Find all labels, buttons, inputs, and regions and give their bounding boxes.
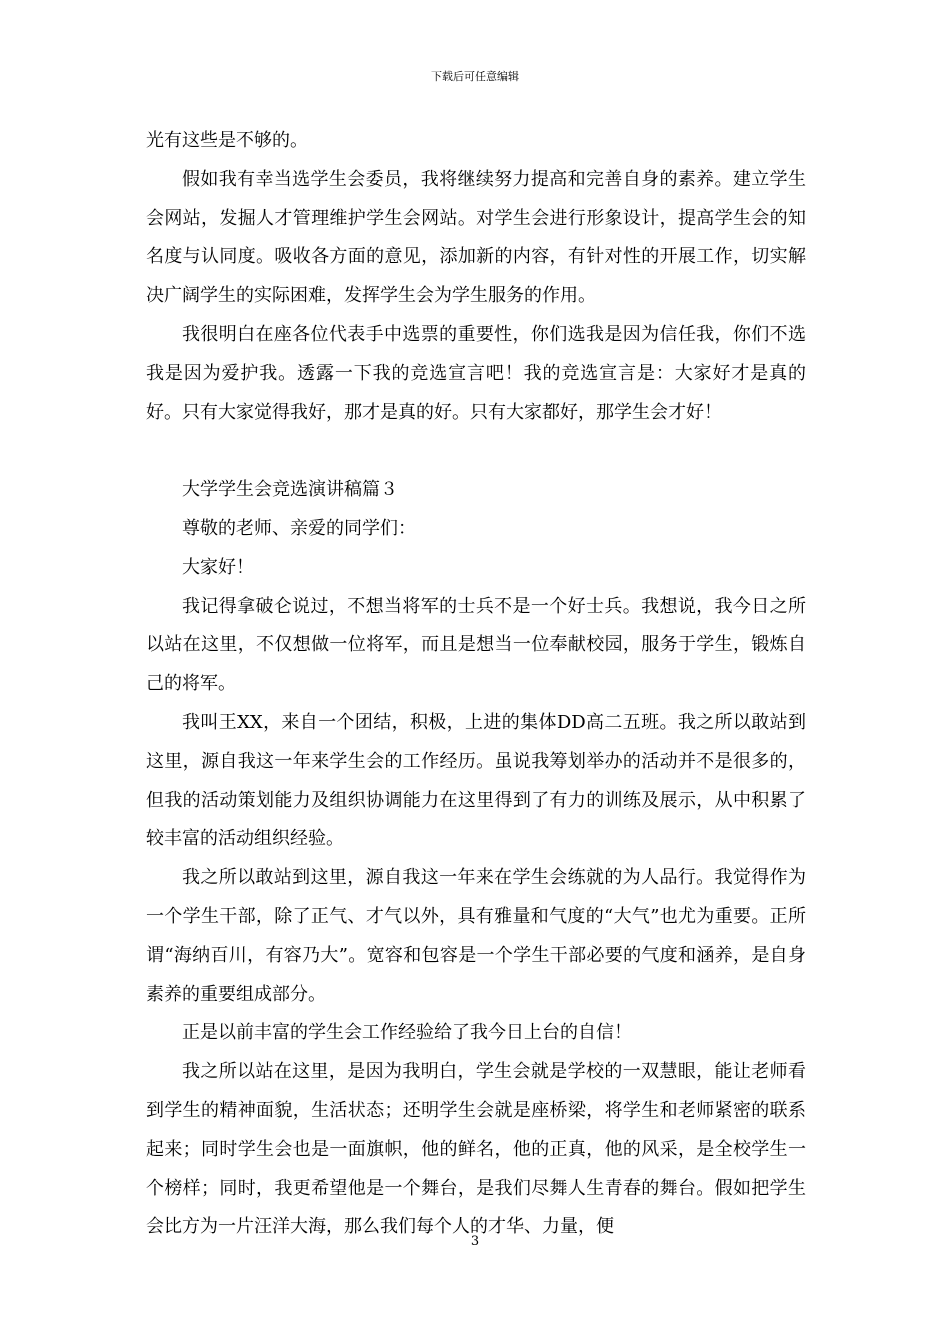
greeting: 大家好！ xyxy=(182,556,254,578)
paragraph: 我很明白在座各位代表手中选票的重要性，你们选我是因为信任我，你们不选我是因为爱护我。透露一下我的竞选宣言吧！我的竞选宣言是：大家好才是真的好。只有大家觉得我好，那才是真的好。只有大家都好，那学生会才好！ xyxy=(146,323,806,423)
paragraph: 我叫王XX，来自一个团结，积极，上进的集体DD高二五班。我之所以敢站到这里，源自我这一年来学生会的工作经历。虽说我筹划举办的活动并不是很多的，但我的活动策划能力及组织协调能力在这里得到了有力的训练及展示，从中积累了较丰富的活动组织经验。 xyxy=(146,711,806,850)
page-header: 下载后可任意编辑 xyxy=(431,70,519,83)
salutation: 尊敬的老师、亲爱的同学们： xyxy=(182,517,416,539)
paragraph: 我之所以站在这里，是因为我明白，学生会就是学校的一双慧眼，能让老师看到学生的精神面貌，生活状态；还明学生会就是座桥梁，将学生和老师紧密的联系起来；同时学生会也是一面旗帜，他的鲜名，他的正真，他的风采，是全校学生一个榜样；同时，我更希望他是一个舞台，是我们尽舞人生青春的舞台。假如把学生会比方为一片汪洋大海，那么我们每个人的才华、力量，便 xyxy=(146,1061,806,1238)
paragraph: 假如我有幸当选学生会委员，我将继续努力提高和完善自身的素养。建立学生会网站，发掘人才管理维护学生会网站。对学生会进行形象设计，提高学生会的知名度与认同度。吸收各方面的意见，添加新的内容，有针对性的开展工作，切实解决广阔学生的实际困难，发挥学生会为学生服务的作用。 xyxy=(146,168,806,307)
section-title: 大学学生会竞选演讲稿篇３ xyxy=(182,479,398,501)
paragraph: 我记得拿破仑说过，不想当将军的士兵不是一个好士兵。我想说，我今日之所以站在这里，不仅想做一位将军，而且是想当一位奉献校园，服务于学生，锻炼自己的将军。 xyxy=(146,595,806,695)
paragraph: 正是以前丰富的学生会工作经验给了我今日上台的自信！ xyxy=(182,1022,632,1044)
document-body xyxy=(146,122,806,1247)
page-number: 3 xyxy=(470,1234,480,1249)
paragraph-gap xyxy=(146,432,806,471)
paragraph-continuation: 光有这些是不够的。 xyxy=(146,130,308,151)
paragraph: 我之所以敢站到这里，源自我这一年来在学生会练就的为人品行。我觉得作为一个学生干部，除了正气、才气以外，具有雅量和气度的“大气”也尤为重要。正所谓“海纳百川，有容乃大”。宽容和包容是一个学生干部必要的气度和涵养，是自身素养的重要组成部分。 xyxy=(146,867,806,1005)
